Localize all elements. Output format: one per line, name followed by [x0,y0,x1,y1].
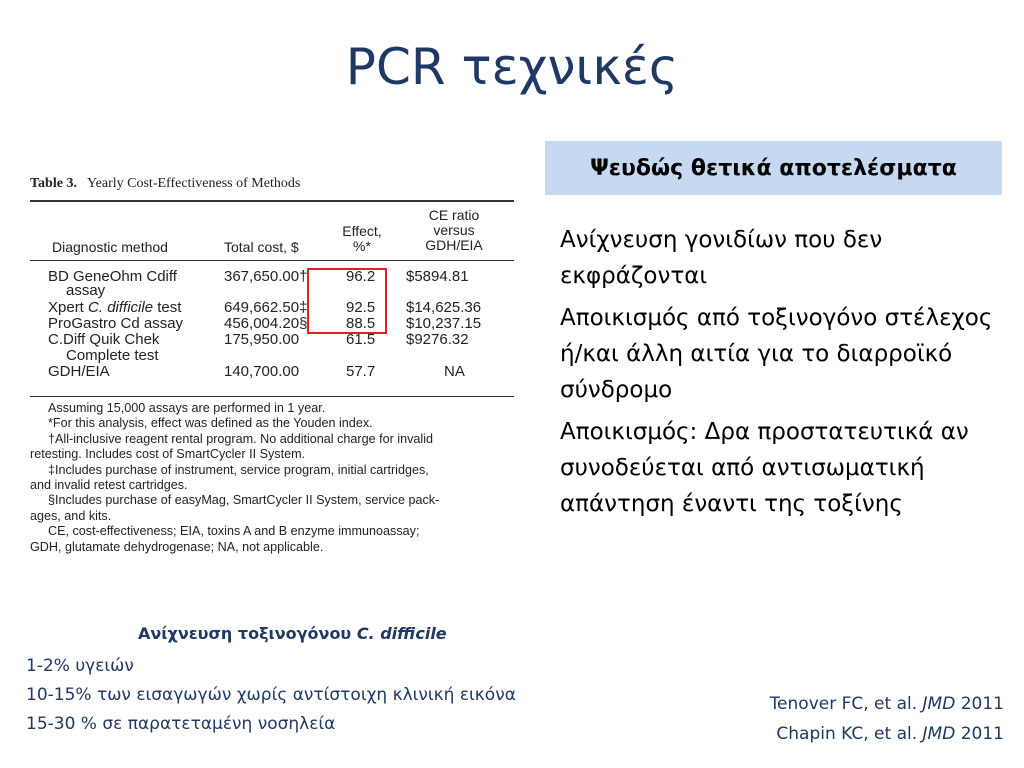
footnote: ‡Includes purchase of instrument, service program, initial cartridges, [48,462,429,477]
stat-line: 10-15% των εισαγωγών χωρίς αντίστοιχη κλινική εικόνα [26,685,516,705]
table-cell: Xpert C. difficile test [48,299,182,316]
table-cell: $14,625.36 [406,299,482,316]
footnote: §Includes purchase of easyMag, SmartCycler II System, service pack- [48,493,440,508]
stat-line: 15-30 % σε παρατεταμένη νοσηλεία [26,714,336,734]
footnote: *For this analysis, effect was defined as the Youden index. [48,416,373,431]
stat-line: 1-2% υγειών [26,656,134,676]
table-cell: 96.2 [346,268,376,285]
references [770,689,1004,749]
table-caption-text: Yearly Cost-Effectiveness of Methods [86,176,301,191]
bullet-item: Ανίχνευση γονιδίων που δεν εκφράζονται [560,227,883,289]
table-cell: ProGastro Cd assay [48,315,184,332]
table-cell: NA [444,363,465,380]
header-cost: Total cost, $ [224,239,299,255]
detection-stats [26,652,516,739]
table-cell: Complete test [66,347,159,364]
table-cell: 175,950.00 [224,331,300,348]
footnote: ages, and kits. [30,508,112,523]
table-cell: 367,650.00† [224,268,308,285]
table-caption [30,176,514,192]
table-cell: $5894.81 [406,268,469,285]
footnote: GDH, glutamate dehydrogenase; NA, not applicable. [30,539,324,554]
table-cell: 57.7 [346,363,376,380]
footnote: retesting. Includes cost of SmartCycler II System. [30,447,306,462]
footnote: CE, cost-effectiveness; EIA, toxins A and B enzyme immunoassay; [48,524,420,539]
footnote: and invalid retest cartridges. [30,478,188,493]
bullet-list [560,222,1020,528]
table-cell: C.Diff Quik Chek [48,331,160,348]
table-cell: 456,004.20§ [224,315,308,332]
bullet-item: Αποικισμός από τοξινογόνο στέλεχος ή/και άλλη αιτία για το διαρροϊκό σύνδρομο [560,305,993,403]
table-footnotes [30,397,514,555]
header-ce-ratio: CE ratio versus GDH/EIA [425,207,483,253]
false-positive-label: Ψευδώς θετικά αποτελέσματα [545,141,1002,195]
header-effect: Effect, %* [342,223,382,254]
table-cell: 140,700.00 [224,363,300,380]
table-header [30,202,514,260]
table-cell: BD GeneOhm Cdiff [48,268,177,285]
table-cell: 61.5 [346,331,376,348]
bullet-item: Αποικισμός: Δρα προστατευτικά αν συνοδεύεται από αντισωματική απάντηση έναντι της τοξίνης [560,419,969,517]
table-body [30,261,514,396]
footnote: Assuming 15,000 assays are performed in 1 year. [48,401,326,415]
table-cell: GDH/EIA [48,363,110,380]
footnote: †All-inclusive reagent rental program. No additional charge for invalid [48,431,434,446]
table-cell: assay [66,282,106,299]
cost-effectiveness-table [30,176,514,555]
table-cell: 88.5 [346,315,376,332]
detection-title: Ανίχνευση τοξινογόνου C. difficile [138,624,447,643]
reference: Tenover FC, et al. JMD 2011 [769,694,1004,714]
table-cell: 92.5 [346,299,376,316]
header-method: Diagnostic method [52,239,168,255]
slide-title: PCR τεχνικές [345,38,679,96]
table-cell: 649,662.50‡ [224,299,308,316]
table-cell: $10,237.15 [406,315,482,332]
effect-highlight-box [307,268,387,334]
table-number: Table 3. [30,176,77,191]
table-cell: $9276.32 [406,331,469,348]
reference: Chapin KC, et al. JMD 2011 [776,724,1004,744]
